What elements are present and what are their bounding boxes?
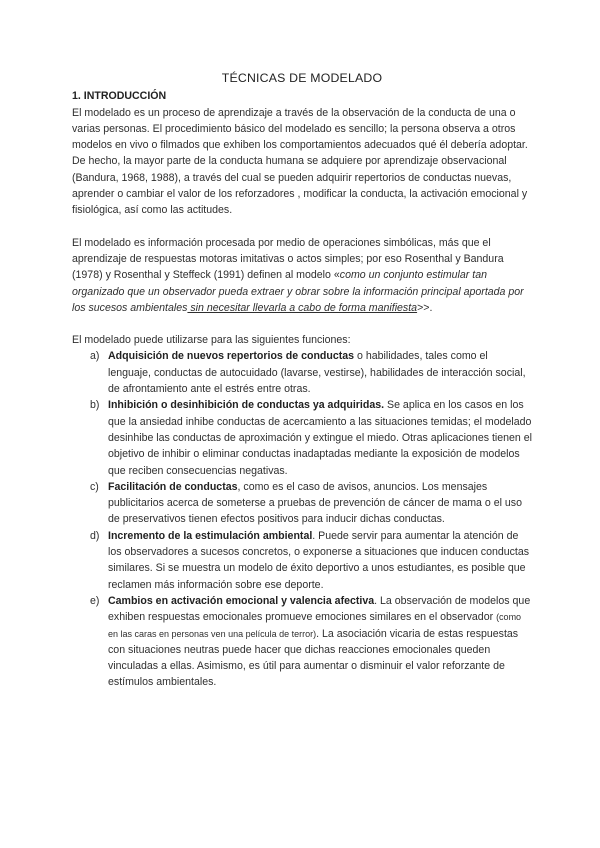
functions-intro: El modelado puede utilizarse para las siguientes funciones: <box>72 334 351 347</box>
functions-list <box>72 348 532 690</box>
document-title: TÉCNICAS DE MODELADO <box>221 71 383 85</box>
list-marker: e) <box>90 594 100 607</box>
list-item <box>72 528 532 593</box>
list-item-text: . Puede servir para aumentar la atención de los observadores a sucesos concretos, o exponerse a situaciones que inducen conductas similares. Si se muestra un modelo de éxito deportivo a unos estudiantes, es posible que reclamen más información sobre ese deporte. <box>108 529 530 591</box>
list-item <box>72 593 532 691</box>
list-marker: d) <box>90 529 100 542</box>
paragraph-definition: El modelado es un proceso de aprendizaje a través de la observación de la conducta de una o varias personas. El procedimiento básico del modelado es sencillo; la persona observa a otros modelos en vivo o filmados que exhiben los comportamientos adecuados qué él debería adoptar. <box>72 106 528 152</box>
quote-underlined-text: sin necesitar llevarla a cabo de forma manifiesta <box>187 301 418 314</box>
list-item-bold: Incremento de la estimulación ambiental <box>108 529 313 542</box>
list-item <box>72 348 532 397</box>
paragraph-observational-learning: De hecho, la mayor parte de la conducta humana se adquiere por aprendizaje observacional (Bandura, 1968, 1988), a través del cual se pueden adquirir repertorios de conductas nuevas, aprender o cambiar el valor de los reforzadores , modificar la conducta, la activación emocional y fisiológica, así como las actitudes. <box>72 155 528 217</box>
quote-italic-text: como un conjunto estimular tan organizado que un observador pueda extraer y obrar sobre la información principal aportada por los sucesos ambientales <box>72 269 524 314</box>
quote-closing: >>. <box>417 301 433 314</box>
list-item-text: . La observación de modelos que exhiben respuestas emocionales promueve emociones similares en el observador <box>108 594 531 624</box>
list-item-bold: Cambios en activación emocional y valencia afectiva <box>108 594 375 607</box>
list-item-small-note: (como en las caras en personas ven una película de terror) <box>108 612 522 639</box>
document-page <box>72 70 532 691</box>
list-item-text: o habilidades, tales como el lenguaje, conductas de autocuidado (lavarse, vestirse), habilidades de interacción social, de afrontamiento ante el estrés entre otras. <box>108 350 526 396</box>
section-heading: 1. INTRODUCCIÓN <box>72 90 167 103</box>
list-item-text: Se aplica en los casos en los que la ansiedad inhibe conductas de acercamiento a las situaciones temidas; el modelado desinhibe las conductas de aproximación y extingue el miedo. Otras aplicaciones tienen el objetivo de inhibir o eliminar conductas inadaptadas mediante la exposición de modelos que reciben consecuencias negativas. <box>108 399 532 477</box>
list-marker: a) <box>90 350 100 363</box>
paragraph-intro-text: El modelado es información procesada por medio de operaciones simbólicas, más que el aprendizaje de respuestas motoras imitativas o actos simples; por eso Rosenthal y Bandura (1978) y Rosenthal y Steffeck (1991) definen al modelo « <box>72 236 504 282</box>
list-item-text: , como es el caso de avisos, anuncios. Los mensajes publicitarios acerca de someterse a pruebas de prevención de cáncer de mama o el uso de preservativos tienen efectos positivos para inducir dichas conductas. <box>108 480 522 526</box>
paragraph-symbolic-processing <box>72 235 532 316</box>
paragraph-gap <box>72 219 532 235</box>
list-marker: b) <box>90 399 100 412</box>
list-item-text: . La asociación vicaria de estas respuestas con situaciones neutras puede hacer que dichas reacciones emocionales queden vinculadas a ellas. Asimismo, es útil para aumentar o disminuir el valor reforzante de estímulos ambientales. <box>108 627 519 689</box>
paragraph-gap <box>72 316 532 332</box>
list-item <box>72 479 532 528</box>
list-item <box>72 397 532 478</box>
list-item-bold: Facilitación de conductas <box>108 480 238 493</box>
list-item-bold: Inhibición o desinhibición de conductas ya adquiridas. <box>108 399 385 412</box>
list-item-bold: Adquisición de nuevos repertorios de conductas <box>108 350 355 363</box>
list-marker: c) <box>90 480 99 493</box>
